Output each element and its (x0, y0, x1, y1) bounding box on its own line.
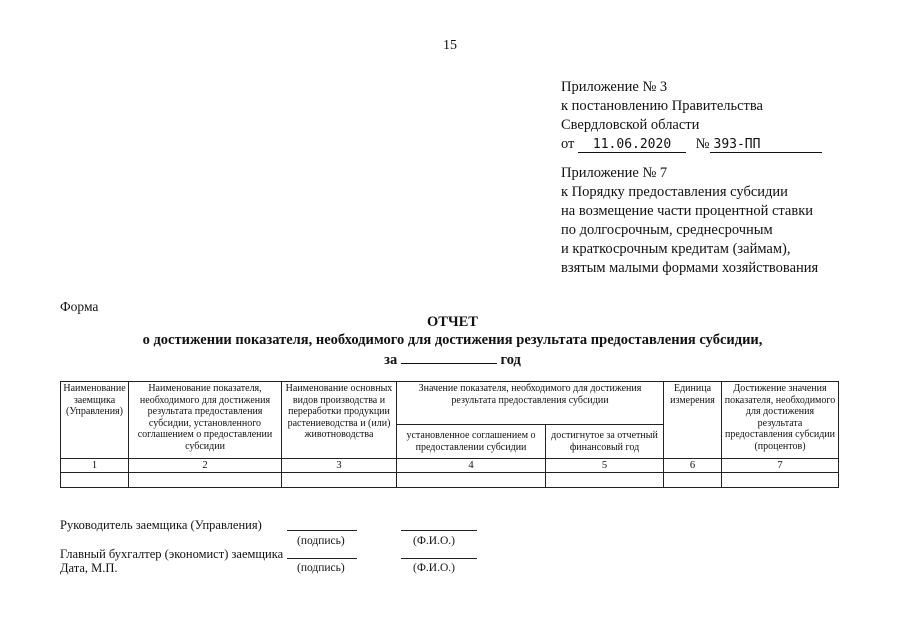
column-number: 3 (282, 459, 397, 473)
head-signature-label: Руководитель заемщика (Управления) (60, 518, 262, 532)
header-unit: Единица измерения (664, 382, 722, 459)
appendix-order-line: взятым малыми формами хозяйствования (561, 260, 819, 276)
table-cell[interactable] (129, 473, 282, 488)
column-number: 6 (664, 459, 722, 473)
table-cell[interactable] (722, 473, 839, 488)
table-header-row (61, 382, 839, 425)
year-suffix: год (500, 352, 521, 368)
header-production-types: Наименование основных видов производства и переработки продукции растениеводства и (или) животноводства (282, 382, 397, 459)
appendix-order-line: и краткосрочным кредитам (займам), (561, 241, 791, 257)
table-cell[interactable] (282, 473, 397, 488)
appendix-main (561, 78, 822, 154)
report-year-row (0, 350, 905, 369)
appendix-main-line3: Свердловской области (561, 117, 700, 133)
table-cell[interactable] (664, 473, 722, 488)
date-value: 11.06.2020 (592, 137, 672, 152)
head-name-line[interactable] (401, 530, 477, 531)
year-field[interactable] (401, 350, 497, 364)
accountant-signature-line[interactable] (287, 558, 357, 559)
number-field (710, 137, 822, 153)
appendix-order-line: к Порядку предоставления субсидии (561, 184, 788, 200)
appendix-main-line2: к постановлению Правительства (561, 98, 763, 114)
appendix-order (561, 164, 818, 278)
column-number: 4 (397, 459, 546, 473)
appendix-order-line: Приложение № 7 (561, 165, 668, 181)
column-number: 1 (61, 459, 129, 473)
table-cell[interactable] (546, 473, 664, 488)
accountant-signature-label: Главный бухгалтер (экономист) заемщика (60, 547, 284, 561)
table-cell[interactable] (61, 473, 129, 488)
accountant-name-line[interactable] (401, 558, 477, 559)
appendix-order-line: на возмещение части процентной ставки (561, 203, 814, 219)
table-cell[interactable] (397, 473, 546, 488)
date-prefix: от (561, 136, 575, 152)
header-indicator: Наименование показателя, необходимого для достижения результата предоставления субсидии, установленного соглашением о предоставлении субсидии (129, 382, 282, 459)
appendix-order-line: по долгосрочным, среднесрочным (561, 222, 773, 238)
page-number: 15 (443, 38, 457, 53)
column-number: 7 (722, 459, 839, 473)
report-table (60, 381, 839, 488)
table-row (61, 473, 839, 488)
header-agreed-value: установленное соглашением о предоставлении субсидии (397, 425, 546, 459)
form-label: Форма (60, 299, 99, 314)
header-achievement: Достижение значения показателя, необходимого для достижения результата предоставления субсидии (процентов) (722, 382, 839, 459)
header-achieved-value: достигнутое за отчетный финансовый год (546, 425, 664, 459)
accountant-signature-caption: (подпись) (297, 562, 345, 574)
date-field (578, 137, 686, 153)
year-prefix: за (384, 352, 398, 368)
accountant-name-caption: (Ф.И.О.) (413, 562, 455, 574)
head-signature-line[interactable] (287, 530, 357, 531)
table-number-row (61, 459, 839, 473)
report-subtitle: о достижении показателя, необходимого для достижения результата предоставления субсидии, (142, 332, 763, 348)
date-stamp-label: Дата, М.П. (60, 561, 118, 575)
head-name-caption: (Ф.И.О.) (413, 535, 455, 547)
header-indicator-value: Значение показателя, необходимого для достижения результата предоставления субсидии (397, 382, 664, 425)
head-signature-caption: (подпись) (297, 535, 345, 547)
number-value: 393-ПП (713, 137, 761, 152)
number-prefix: № (695, 136, 710, 152)
appendix-main-line1: Приложение № 3 (561, 79, 668, 95)
column-number: 2 (129, 459, 282, 473)
column-number: 5 (546, 459, 664, 473)
report-title: ОТЧЕТ (427, 314, 478, 330)
appendix-main-date-row (561, 135, 822, 154)
header-borrower: Наименование заемщика (Управления) (61, 382, 129, 459)
